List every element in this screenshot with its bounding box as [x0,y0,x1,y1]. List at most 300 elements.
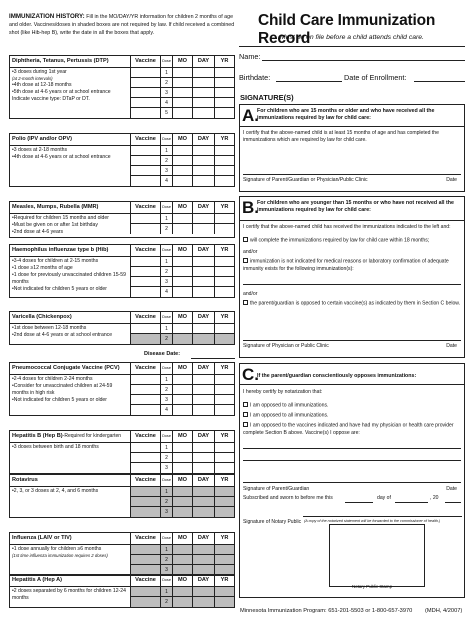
dose-yr-field[interactable] [214,324,234,333]
column-mo-header: MO [172,363,192,374]
dose-row [130,68,234,78]
column-yr-header: YR [214,363,234,374]
notary-note: (A copy of the notarized statement will be forwarded to the commissioner of health.) [304,519,441,523]
dose-number: 2 [160,597,172,607]
column-mo-header: MO [172,134,192,145]
dose-mo-field[interactable] [172,395,192,404]
dose-yr-field[interactable] [214,156,234,165]
dose-yr-field[interactable] [214,98,234,107]
dose-yr-field[interactable] [214,497,234,506]
dose-mo-field[interactable] [172,68,192,77]
column-vaccine-header: Vaccine [130,575,160,586]
column-yr-header: YR [214,134,234,145]
dose-day-field[interactable] [192,375,214,384]
vaccine-table-header [10,431,234,443]
enrollment-field[interactable] [414,81,465,82]
birthdate-label: Birthdate: [239,73,271,82]
dose-vac-field[interactable] [130,463,160,473]
dose-vac-field[interactable] [130,375,160,384]
dose-vac-field[interactable] [130,146,160,155]
dose-mo-field[interactable] [172,166,192,175]
dose-day-field[interactable] [192,108,214,118]
vaccine-table [9,244,235,298]
section-c-signature-label: Signature of Parent/Guardian [243,486,310,492]
dose-mo-field[interactable] [172,287,192,297]
section-a-letter: A. [242,106,259,125]
dose-vac-field[interactable] [130,108,160,118]
vaccine-title [10,363,130,374]
section-c-letter: C. [242,365,259,384]
dose-mo-field[interactable] [172,224,192,234]
dose-number: 2 [160,267,172,276]
vaccine-table-header [10,202,234,214]
section-a-signature-label: Signature of Parent/Guardian or Physician/Public Clinic [243,177,368,183]
dose-yr-field[interactable] [214,443,234,452]
dose-vac-field[interactable] [130,257,160,266]
dose-mo-field[interactable] [172,78,192,87]
dose-day-field[interactable] [192,545,214,554]
dose-vac-field[interactable] [130,507,160,517]
column-mo-header: MO [172,431,192,442]
dose-day-field[interactable] [192,78,214,87]
dose-mo-field[interactable] [172,334,192,344]
dose-vac-field[interactable] [130,176,160,186]
column-vaccine-header: Vaccine [130,202,160,213]
dose-mo-field[interactable] [172,267,192,276]
dose-vac-field[interactable] [130,224,160,234]
dose-number: 3 [160,277,172,286]
column-day-header: DAY [192,202,214,213]
vaccine-note: •2nd dose at 4-6 years [12,229,64,236]
dose-day-field[interactable] [192,555,214,564]
dose-day-field[interactable] [192,453,214,462]
section-a-date-label: Date [446,177,457,183]
section-b-andor-2: and/or [243,291,258,297]
dose-vac-field[interactable] [130,68,160,77]
dose-number: 1 [160,146,172,155]
name-label: Name: [239,52,261,61]
vaccine-name: Pneumococcal Conjugate Vaccine (PCV) [12,365,120,371]
dose-number: 2 [160,224,172,234]
dose-mo-field[interactable] [172,443,192,452]
vaccine-table [9,55,235,119]
dose-vac-field[interactable] [130,555,160,564]
dose-day-field[interactable] [192,146,214,155]
dose-vac-field[interactable] [130,88,160,97]
dose-row [130,267,234,277]
dose-row [130,176,234,186]
dose-yr-field[interactable] [214,108,234,118]
dose-vac-field[interactable] [130,78,160,87]
dose-day-field[interactable] [192,68,214,77]
vaccine-note: •3 doses at 2-18 months [12,147,68,153]
section-b-checkbox-3[interactable] [243,300,248,305]
dose-yr-field[interactable] [214,88,234,97]
dose-mo-field[interactable] [172,487,192,496]
dose-day-field[interactable] [192,166,214,175]
vaccine-name: Polio (IPV and/or OPV) [12,136,72,142]
dose-number: 3 [160,395,172,404]
section-c-heading: If the parent/guardian conscientiously opposes immunizations: [257,373,417,379]
dose-number: 1 [160,214,172,223]
vaccine-title [10,431,130,442]
notary-stamp-box [329,524,425,587]
column-mo-header: MO [172,533,192,544]
dose-day-field[interactable] [192,224,214,234]
dose-yr-field[interactable] [214,267,234,276]
dose-vac-field[interactable] [130,324,160,333]
dose-row [130,156,234,166]
dose-row [130,108,234,118]
dose-vac-field[interactable] [130,98,160,107]
dose-mo-field[interactable] [172,257,192,266]
dose-day-field[interactable] [192,214,214,223]
dose-yr-field[interactable] [214,385,234,394]
vaccine-name: Hepatitis B (Hep B) [12,433,63,439]
column-dose-header: Dose [160,363,172,374]
column-vaccine-header: Vaccine [130,312,160,323]
column-yr-header: YR [214,533,234,544]
vaccine-title [10,134,130,145]
column-day-header: DAY [192,134,214,145]
column-yr-header: YR [214,475,234,486]
column-mo-header: MO [172,475,192,486]
dose-row [130,443,234,453]
dose-row [130,375,234,385]
vaccine-title [10,475,130,486]
section-a-divider [240,126,464,127]
dose-number: 3 [160,463,172,473]
section-c-option-1-text: I am opposed to all immunizations. [250,402,329,409]
dose-mo-field[interactable] [172,453,192,462]
vaccine-notes [10,146,130,186]
dose-yr-field[interactable] [214,68,234,77]
dose-yr-field[interactable] [214,375,234,384]
vaccine-notes [10,68,130,118]
dose-mo-field[interactable] [172,555,192,564]
dose-day-field[interactable] [192,405,214,415]
dose-vac-field[interactable] [130,214,160,223]
dose-mo-field[interactable] [172,98,192,107]
birthdate-field[interactable] [276,81,342,82]
column-dose-header: Dose [160,431,172,442]
column-vaccine-header: Vaccine [130,245,160,256]
section-c-text: I hereby certify by notarization that: [243,389,323,395]
vaccine-name: Hepatitis A (Hep A) [12,577,63,583]
vaccine-notes [10,443,130,473]
dose-day-field[interactable] [192,176,214,186]
dose-mo-field[interactable] [172,324,192,333]
dose-number: 2 [160,555,172,564]
vaccine-title [10,245,130,256]
notary-signature-field[interactable] [303,516,462,517]
dose-row [130,453,234,463]
dose-mo-field[interactable] [172,385,192,394]
section-b-option-3 [243,300,461,308]
dose-yr-field[interactable] [214,555,234,564]
name-field[interactable] [262,60,465,61]
vaccine-note: •2 doses separated by 6 months for children 12-24 months [12,588,126,602]
signatures-heading: SIGNATURE(S) [240,93,294,102]
dose-number: 4 [160,405,172,415]
dose-day-field[interactable] [192,507,214,517]
column-mo-header: MO [172,312,192,323]
section-b-divider [240,220,464,221]
section-c-signature-field[interactable] [243,482,461,483]
column-mo-header: MO [172,56,192,67]
dose-row [130,277,234,287]
dose-mo-field[interactable] [172,88,192,97]
column-day-header: DAY [192,56,214,67]
dose-mo-field[interactable] [172,507,192,517]
sworn-label: Subscribed and sworn to before me this [243,495,333,501]
section-b-checkbox-1[interactable] [243,237,248,242]
dose-yr-field[interactable] [214,166,234,175]
section-b-option-3-text: the parent/guardian is opposed to certain vaccine(s) as indicated by them in Section C below. [250,300,461,307]
dose-day-field[interactable] [192,395,214,404]
dose-mo-field[interactable] [172,176,192,186]
dose-vac-field[interactable] [130,156,160,165]
section-b-option-2 [243,258,461,273]
dose-number: 3 [160,565,172,575]
vaccine-table-header [10,533,234,545]
vaccine-note: •1st dose between 12-18 months [12,325,87,331]
dose-number: 1 [160,257,172,266]
footer-program: Minnesota Immunization Program: 651-201-5503 or 1-800-657-3970 [240,608,413,614]
dose-yr-field[interactable] [214,78,234,87]
dose-mo-field[interactable] [172,277,192,286]
dose-vac-field[interactable] [130,545,160,554]
disease-date-field[interactable] [191,358,235,359]
dose-number: 2 [160,156,172,165]
vaccine-table-header [10,475,234,487]
dose-vac-field[interactable] [130,385,160,394]
column-vaccine-header: Vaccine [130,134,160,145]
dose-vac-field[interactable] [130,587,160,596]
column-vaccine-header: Vaccine [130,56,160,67]
vaccine-table-header [10,312,234,324]
vaccine-name: Rotavirus [12,477,38,483]
section-b-date-label: Date [446,343,457,349]
section-c-checkbox-3[interactable] [243,422,248,427]
dose-day-field[interactable] [192,497,214,506]
section-b-signature-field[interactable] [243,340,461,341]
dose-row [130,98,234,108]
column-day-header: DAY [192,475,214,486]
dose-vac-field[interactable] [130,597,160,607]
dose-day-field[interactable] [192,287,214,297]
dose-day-field[interactable] [192,156,214,165]
vaccine-notes [10,487,130,517]
vaccine-note: Indicate vaccine type: DTaP or DT. [12,95,90,102]
dose-yr-field[interactable] [214,257,234,266]
dose-yr-field[interactable] [214,463,234,473]
dose-day-field[interactable] [192,88,214,97]
vaccine-note: •3 doses between birth and 18 months [12,444,99,450]
dose-yr-field[interactable] [214,597,234,607]
dose-day-field[interactable] [192,334,214,344]
vaccine-name: Varicella (Chickenpox) [12,314,72,320]
dose-mo-field[interactable] [172,497,192,506]
vaccine-note: •4th dose at 4-6 years or at school entrance [12,154,111,161]
disease-date-label: Disease Date: [144,351,181,357]
dose-yr-field[interactable] [214,507,234,517]
dose-row [130,545,234,555]
dose-day-field[interactable] [192,443,214,452]
vaccine-title-note: -Required for kindergarten [62,433,122,439]
dose-mo-field[interactable] [172,545,192,554]
dose-vac-field[interactable] [130,405,160,415]
vaccine-table-header [10,134,234,146]
vaccine-note: •Must be given on or after 1st birthday [12,222,98,229]
dose-day-field[interactable] [192,587,214,596]
dose-day-field[interactable] [192,257,214,266]
form-subtitle: Must be on file before a child attends child care. [280,34,424,41]
dose-yr-field[interactable] [214,176,234,186]
dose-day-field[interactable] [192,597,214,607]
section-b-immunization-field[interactable] [243,284,461,285]
notary-stamp-label: Notary Public Stamp [352,584,393,589]
intro-heading: IMMUNIZATION HISTORY: [9,13,85,20]
dose-mo-field[interactable] [172,108,192,118]
vaccine-name: Influenza (LAIV or TIV) [12,535,72,541]
dose-day-field[interactable] [192,277,214,286]
section-a-signature-field[interactable] [243,174,461,175]
dose-yr-field[interactable] [214,405,234,415]
dose-vac-field[interactable] [130,334,160,344]
column-day-header: DAY [192,363,214,374]
dose-row [130,507,234,517]
dose-mo-field[interactable] [172,375,192,384]
dose-row [130,287,234,297]
column-yr-header: YR [214,202,234,213]
dose-mo-field[interactable] [172,463,192,473]
dose-yr-field[interactable] [214,587,234,596]
dose-yr-field[interactable] [214,395,234,404]
dose-vac-field[interactable] [130,443,160,452]
sworn-year-field[interactable] [445,502,461,503]
dose-vac-field[interactable] [130,277,160,286]
vaccine-note: •Consider for unvaccinated children at 24-59 months in high risk [12,383,113,397]
column-dose-header: Dose [160,56,172,67]
dose-row [130,88,234,98]
day-of-label: day of [377,495,391,501]
dose-day-field[interactable] [192,487,214,496]
column-yr-header: YR [214,575,234,586]
vaccine-note: •3-4 doses for children at 2-15 months [12,258,99,264]
dose-vac-field[interactable] [130,487,160,496]
vaccine-name: Haemophilus influenzae type b (Hib) [12,247,109,253]
column-day-header: DAY [192,575,214,586]
section-c-divider [240,384,464,385]
vaccine-notes [10,545,130,575]
dose-vac-field[interactable] [130,166,160,175]
section-b-andor-1: and/or [243,249,258,255]
dose-yr-field[interactable] [214,487,234,496]
disease-date-row [9,351,235,360]
dose-mo-field[interactable] [172,214,192,223]
column-mo-header: MO [172,245,192,256]
dose-yr-field[interactable] [214,545,234,554]
section-a-heading: For children who are 15 months or older and who have received all the immunizations required by law for child care: [257,108,435,122]
dose-mo-field[interactable] [172,146,192,155]
section-c-oppose-field-2[interactable] [243,460,461,461]
column-dose-header: Dose [160,533,172,544]
vaccine-note: •1 dose for previously unvaccinated children 15-59 months [12,272,126,286]
vaccine-title [10,202,130,213]
sworn-day-field[interactable] [345,502,373,503]
section-b-checkbox-2[interactable] [243,258,248,263]
dose-row [130,497,234,507]
dose-vac-field[interactable] [130,395,160,404]
dose-vac-field[interactable] [130,267,160,276]
dose-mo-field[interactable] [172,156,192,165]
dose-number: 2 [160,497,172,506]
column-mo-header: MO [172,575,192,586]
vaccine-note: •1 dose annually for children ≥6 months [12,546,102,552]
dose-number: 1 [160,487,172,496]
section-c-checkbox-2[interactable] [243,412,248,417]
dose-mo-field[interactable] [172,405,192,415]
sworn-month-field[interactable] [395,502,428,503]
column-dose-header: Dose [160,202,172,213]
dose-row [130,385,234,395]
dose-number: 4 [160,98,172,107]
vaccine-table [9,430,235,474]
dose-yr-field[interactable] [214,287,234,297]
section-b-heading: For children who are younger than 15 months or who have not received all the immunizations required by law for child care: [257,200,454,214]
vaccine-table [9,574,235,608]
dose-yr-field[interactable] [214,214,234,223]
dose-number: 1 [160,68,172,77]
vaccine-note: •4th dose at 12-18 months [12,81,72,88]
dose-day-field[interactable] [192,267,214,276]
column-day-header: DAY [192,431,214,442]
immunization-history-intro [9,13,237,37]
vaccine-note: •1 dose ≥12 months of age [12,265,73,272]
dose-yr-field[interactable] [214,453,234,462]
dose-number: 3 [160,166,172,175]
vaccine-title [10,533,130,544]
dose-day-field[interactable] [192,385,214,394]
dose-mo-field[interactable] [172,587,192,596]
section-c-checkbox-1[interactable] [243,402,248,407]
dose-row [130,224,234,234]
section-c-option-3 [243,422,461,437]
dose-yr-field[interactable] [214,334,234,344]
dose-vac-field[interactable] [130,497,160,506]
dose-vac-field[interactable] [130,287,160,297]
dose-yr-field[interactable] [214,224,234,234]
dose-yr-field[interactable] [214,277,234,286]
dose-number: 1 [160,375,172,384]
dose-yr-field[interactable] [214,146,234,155]
vaccine-note: (at 2-month intervals) [12,76,53,82]
vaccine-note: •Required for children 15 months and older [12,215,109,221]
dose-vac-field[interactable] [130,453,160,462]
dose-day-field[interactable] [192,324,214,333]
column-mo-header: MO [172,202,192,213]
enrollment-label: Date of Enrollment: [344,73,407,82]
dose-day-field[interactable] [192,98,214,107]
dose-number: 1 [160,443,172,452]
vaccine-title [10,575,130,586]
dose-number: 1 [160,545,172,554]
dose-day-field[interactable] [192,463,214,473]
vaccine-notes [10,375,130,415]
section-c-oppose-field[interactable] [243,448,461,449]
dose-mo-field[interactable] [172,597,192,607]
